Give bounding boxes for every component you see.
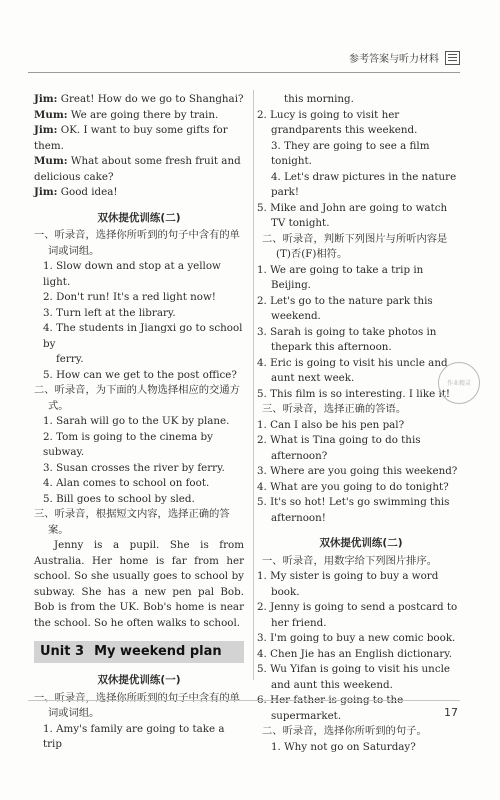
footer-divider bbox=[28, 700, 460, 701]
list-item: 1. We are going to take a trip in Beijing. bbox=[257, 263, 424, 291]
list-item: 3. Susan crosses the river by ferry. bbox=[43, 461, 225, 474]
subheading: 双休提优训练(二) bbox=[319, 537, 403, 549]
book-icon bbox=[445, 51, 460, 65]
list-item: 3. Turn left at the library. bbox=[43, 306, 176, 319]
list-item: 2. Let's go to the nature park this weekend. bbox=[257, 294, 433, 322]
unit-title: My weekend plan bbox=[94, 644, 222, 660]
speaker: Mum: bbox=[34, 108, 68, 121]
subheading: 双休提优训练(二) bbox=[97, 211, 181, 224]
section-title: 二、听录音，判断下列图片与所听内容是(T)否(F)相符。 bbox=[262, 232, 448, 260]
list-item: 3. They are going to see a film tonight. bbox=[271, 139, 430, 167]
section-title: 三、听录音，根据短文内容，选择正确的答案。 bbox=[34, 508, 230, 536]
page-number: 17 bbox=[444, 706, 458, 719]
list-item: 4. Eric is going to visit his uncle and aunt next week. bbox=[257, 356, 448, 384]
page-header bbox=[349, 50, 460, 65]
section-title: 二、听录音，为下面的人物选择相应的交通方式。 bbox=[34, 384, 240, 412]
unit-banner bbox=[34, 641, 244, 663]
section-title: 二、听录音，选择你所听到的句子。 bbox=[262, 725, 427, 737]
dialogue-text: We are going there by train. bbox=[70, 108, 219, 121]
list-item: 1. My sister is going to buy a word book. bbox=[257, 570, 439, 598]
list-item: 5. How can we get to the post office? bbox=[43, 368, 237, 381]
left-column bbox=[34, 92, 244, 753]
list-item: 4. What are you going to do tonight? bbox=[257, 480, 449, 493]
speaker: Jim: bbox=[34, 124, 58, 136]
speaker: Jim: bbox=[34, 186, 58, 198]
list-item: 5. Wu Yifan is going to visit his uncle and aunt this weekend. bbox=[257, 663, 450, 691]
speaker: Mum: bbox=[34, 155, 68, 167]
dialogue-line bbox=[34, 154, 244, 185]
speaker: Jim: bbox=[34, 93, 58, 105]
list-item: 3. Where are you going this weekend? bbox=[257, 465, 458, 477]
list-item: 3. I'm going to buy a new comic book. bbox=[257, 632, 456, 644]
list-item-continuation: ferry. bbox=[56, 353, 84, 365]
list-item: 5. Mike and John are going to watch TV tonight. bbox=[257, 201, 448, 229]
dialogue-text: Good idea! bbox=[60, 186, 118, 198]
section-title: 一、听录音，用数字给下列图片排序。 bbox=[262, 554, 438, 567]
list-item: 2. Don't run! It's a red light now! bbox=[43, 291, 216, 303]
stamp-watermark: 作业精灵 bbox=[438, 362, 480, 404]
list-item: 2. Jenny is going to send a postcard to her friend. bbox=[257, 601, 458, 629]
list-item: 2. Lucy is going to visit her grandparents this weekend. bbox=[257, 108, 418, 136]
section-title: 三、听录音，选择正确的答语。 bbox=[262, 403, 407, 415]
dialogue-text: OK. I want to buy some gifts for them. bbox=[34, 124, 228, 152]
section-title: 一、听录音，选择你所听到的句子中含有的单词或词组。 bbox=[34, 691, 240, 719]
header-divider bbox=[28, 72, 460, 73]
dialogue-text: What about some fresh fruit and delicious cake? bbox=[34, 155, 241, 183]
dialogue-line bbox=[34, 108, 244, 124]
list-item: 1. Sarah will go to the UK by plane. bbox=[43, 415, 230, 427]
column-divider bbox=[253, 90, 254, 680]
list-item: 5. Bill goes to school by sled. bbox=[43, 492, 195, 505]
dialogue-line bbox=[34, 92, 244, 108]
list-item-continuation: this morning. bbox=[284, 93, 354, 105]
section-title: 一、听录音，选择你所听到的句子中含有的单词或词组。 bbox=[34, 229, 240, 257]
list-item: 4. The students in Jiangxi go to school by bbox=[43, 322, 243, 350]
list-item: 5. This film is so interesting. I like it! bbox=[257, 387, 451, 400]
list-item: 1. Can I also be his pen pal? bbox=[257, 418, 405, 431]
dialogue-line bbox=[34, 185, 244, 201]
header-title: 参考答案与听力材料 bbox=[349, 54, 439, 65]
list-item: 1. Why not go on Saturday? bbox=[271, 740, 416, 753]
list-item: 4. Let's draw pictures in the nature park! bbox=[271, 170, 457, 198]
list-item: 5. It's so hot! Let's go swimming this afternoon! bbox=[257, 496, 450, 524]
list-item: 2. Tom is going to the cinema by subway. bbox=[43, 430, 213, 458]
right-column bbox=[257, 92, 460, 755]
list-item: 2. What is Tina going to do this afternoon? bbox=[257, 434, 421, 462]
list-item: 1. Amy's family are going to take a trip bbox=[43, 722, 225, 750]
list-item: 4. Alan comes to school on foot. bbox=[43, 477, 210, 489]
passage: Jenny is a pupil. She is from Australia. Her home is far from her school. So she usually goes to school by subway. She has a new pen pal Bob. Bob is from the UK. Bob's home is near the school. So he often walks to school. bbox=[34, 539, 244, 629]
dialogue-line bbox=[34, 123, 244, 154]
list-item: 3. Sarah is going to take photos in thepark this afternoon. bbox=[257, 325, 437, 353]
list-item: 4. Chen Jie has an English dictionary. bbox=[257, 647, 452, 660]
dialogue-text: Great! How do we go to Shanghai? bbox=[60, 93, 244, 105]
subheading: 双休提优训练(一) bbox=[97, 674, 181, 686]
unit-label: Unit 3 bbox=[40, 644, 85, 660]
list-item: 1. Slow down and stop at a yellow light. bbox=[43, 260, 221, 288]
list-item: 6. Her father is going to the supermarket. bbox=[257, 694, 404, 722]
